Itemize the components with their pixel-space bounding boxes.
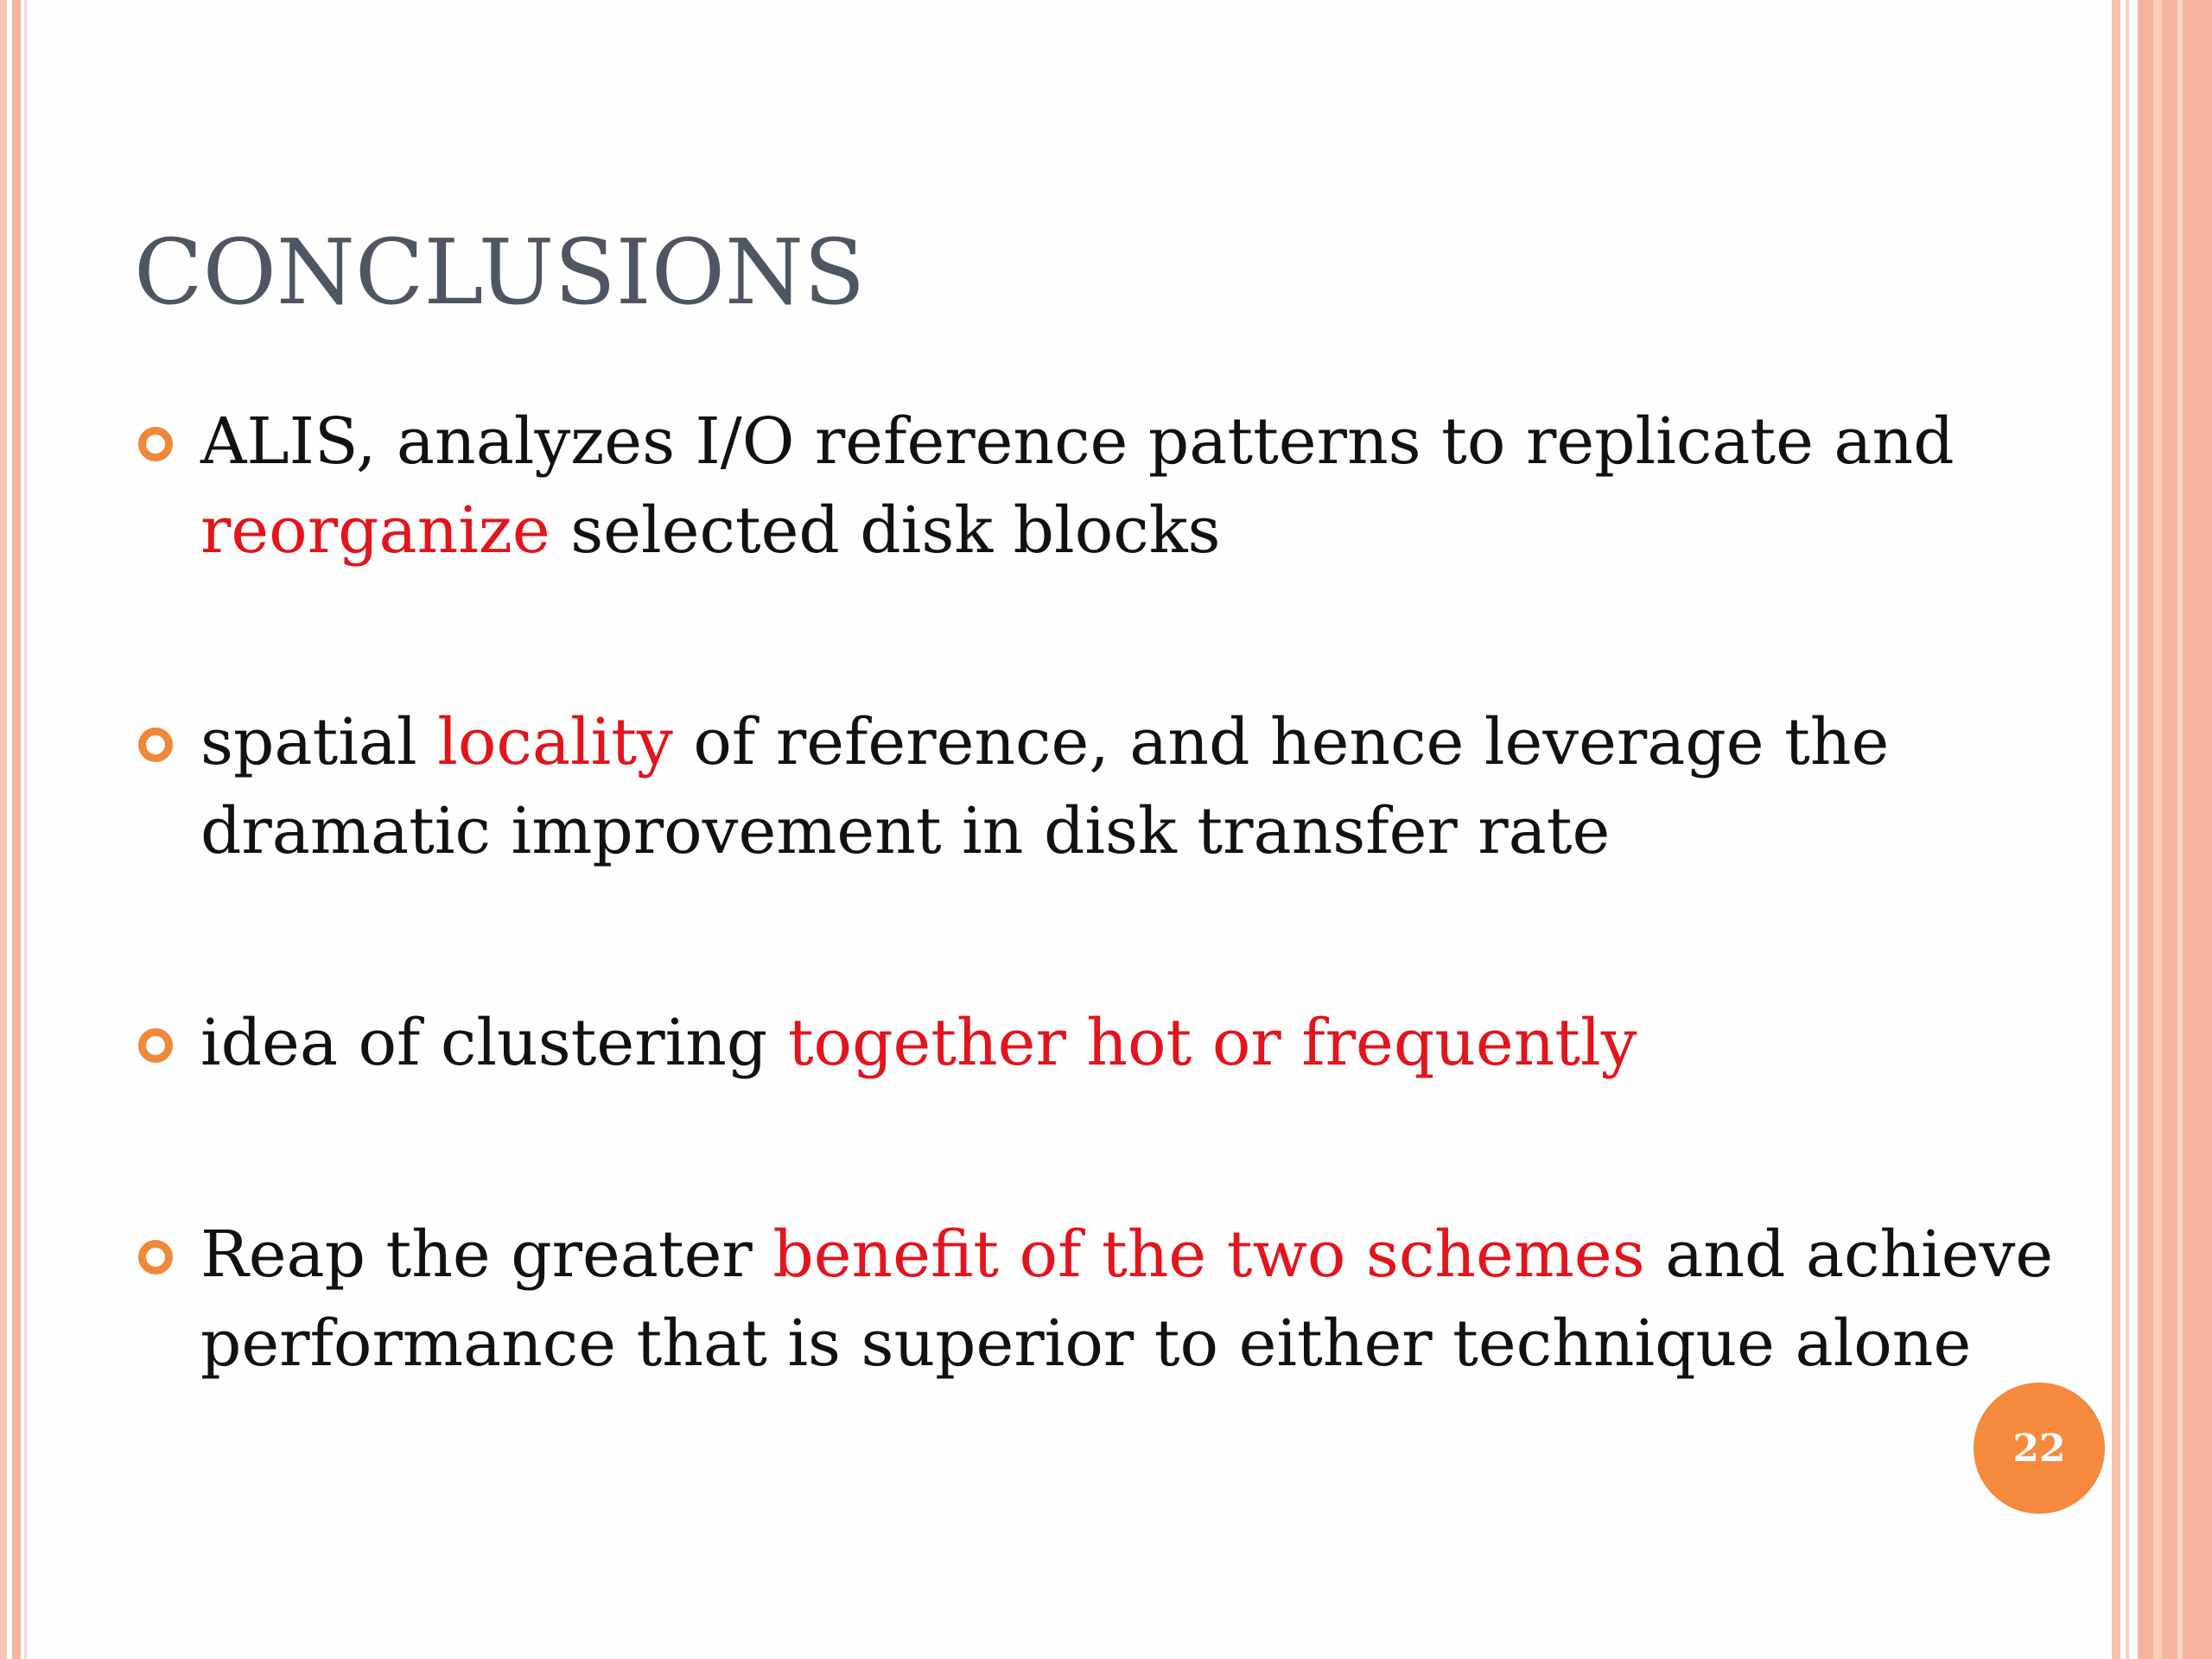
left-border-stripe: [12, 0, 21, 1659]
bullet-highlight: benefit of the two schemes: [772, 1217, 1645, 1292]
bullet-circle-icon: [138, 728, 173, 762]
bullet-highlight: together hot or frequently: [787, 1006, 1637, 1080]
left-border-stripe: [24, 0, 27, 1659]
bullet-highlight: reorganize: [200, 493, 550, 568]
bullet-circle-icon: [138, 1028, 173, 1063]
slide-title: CONCLUSIONS: [134, 219, 866, 325]
bullet-circle-icon: [138, 1240, 173, 1274]
right-border-stripe: [2153, 0, 2162, 1659]
bullet-item: [138, 1211, 2074, 1389]
bullet-text: and achieve performance that is superior to either technique alone: [200, 1217, 2054, 1381]
right-border-stripe: [2126, 0, 2129, 1659]
bullet-list: [138, 397, 2074, 1389]
bullet-text: of reference, and hence leverage the dramatic improvement in disk transfer rate: [200, 705, 1890, 868]
page-number-badge: 22: [1974, 1382, 2105, 1514]
bullet-text: selected disk blocks: [550, 493, 1221, 568]
right-border-stripe: [2138, 0, 2212, 1659]
bullet-item: [138, 999, 2074, 1088]
bullet-item: [138, 397, 2074, 575]
left-border-stripe: [0, 0, 7, 1659]
right-border-stripe: [2112, 0, 2120, 1659]
bullet-text: ALIS, analyzes I/O reference patterns to replicate and: [200, 404, 1955, 479]
bullet-text: Reap the greater: [200, 1217, 773, 1292]
bullet-text: spatial: [200, 705, 438, 779]
bullet-item: [138, 698, 2074, 876]
right-border-stripe: [2177, 0, 2183, 1659]
bullet-text: idea of clustering: [200, 1006, 788, 1080]
bullet-circle-icon: [138, 427, 173, 461]
bullet-highlight: locality: [437, 705, 673, 779]
